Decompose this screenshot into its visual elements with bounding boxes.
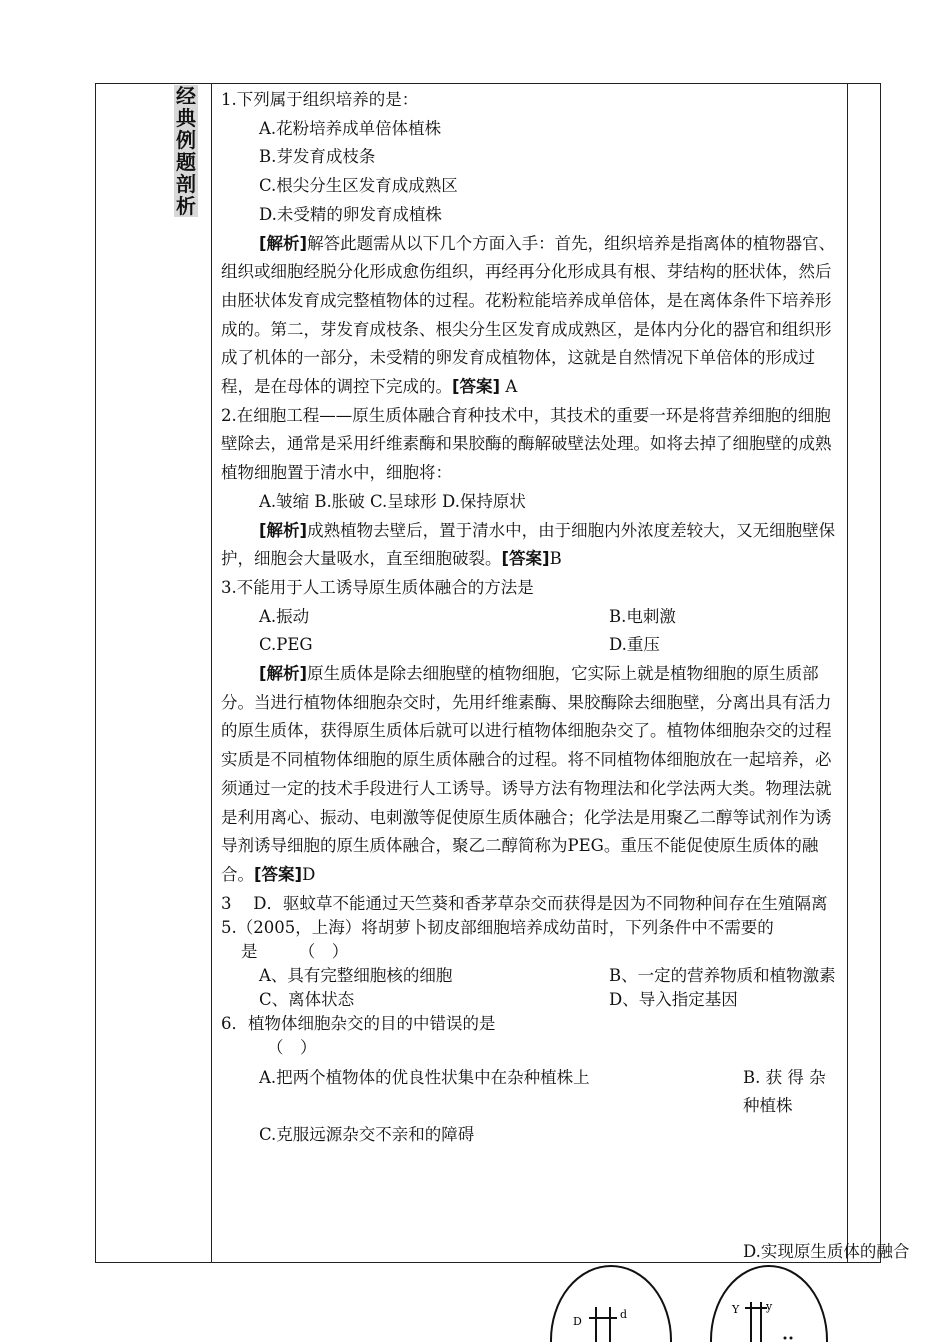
q2-stem: 2.在细胞工程——原生质体融合育种技术中，其技术的重要一环是将营养细胞的细胞壁除去，通常是采用纤维素酶和果胶酶的酶解破壁法处理。如将去掉了细胞壁的成熟植物细胞置于清水中，细胞将： [221, 405, 832, 483]
column-divider-right [847, 84, 848, 1262]
q3-stem: 3.不能用于人工诱导原生质体融合的方法是 [221, 577, 534, 597]
q1-answer-tag: [答案] [452, 377, 501, 397]
q5-options-row-2 [221, 988, 838, 1012]
allele-label-y: y [766, 1300, 773, 1313]
q1-analysis-tag: [解析] [259, 233, 308, 253]
q1-option-a: A.花粉培养成单倍体植株 [259, 118, 442, 138]
q6-stem: 6．植物体细胞杂交的目的中错误的是 [221, 1013, 496, 1033]
q4-statement: 3 D．驱蚊草不能通过天竺葵和香茅草杂交而获得是因为不同物种间存在生殖隔离 [221, 893, 828, 913]
q1-option-b: B.芽发育成枝条 [259, 147, 376, 167]
cell-diagram-2 [706, 1262, 836, 1342]
q2-answer: B [549, 549, 562, 569]
question-content [221, 86, 838, 1150]
q2-options: A.皱缩 B.胀破 C.呈球形 D.保持原状 [259, 491, 526, 511]
q2-answer-tag: [答案] [501, 549, 550, 569]
q6-option-d: D.实现原生质体的融合 [743, 1242, 910, 1261]
q2-analysis: 成熟植物去壁后，置于清水中，由于细胞内外浓度差较大，又无细胞壁保护，细胞会大量吸水，直至细胞破裂。 [221, 520, 836, 569]
cell-diagram-1 [548, 1262, 678, 1342]
q1-option-c: C.根尖分生区发育成成熟区 [259, 176, 458, 196]
allele-label-D: D [573, 1315, 582, 1328]
q1-answer: A [500, 377, 518, 397]
section-heading: 经 典 例 题 剖 析 [176, 84, 196, 218]
column-divider-left [211, 84, 212, 1262]
q6-bracket: （ ） [267, 1037, 317, 1057]
q5-options-row-1 [221, 964, 838, 988]
q1-option-d: D.未受精的卵发育成植株 [259, 204, 442, 224]
q3-answer-tag: [答案] [254, 864, 303, 884]
q3-options-row-2 [221, 631, 838, 660]
q3-option-c: C.PEG [259, 635, 313, 655]
q3-answer: D [302, 864, 316, 884]
q5-option-b: B、一定的营养物质和植物激素 [609, 965, 836, 985]
q6-option-c: C.克服远源杂交不亲和的障碍 [259, 1125, 475, 1145]
q3-analysis: 原生质体是除去细胞壁的植物细胞，它实际上就是植物细胞的原生质部分。当进行植物体细胞杂交时，先用纤维素酶、果胶酶除去细胞壁，分离出具有活力的原生质体，获得原生质体后就可以进行植物体细胞杂交了。植物体细胞杂交的过程实质是不同植物体细胞的原生质体融合的过程。将不同植物体细胞放在一起培养，必须通过一定的技术手段进行人工诱导。诱导方法有物理法和化学法两大类。物理法就是利用离心、振动、电刺激等促使原生质体融合；化学法是用聚乙二醇等试剂作为诱导剂诱导细胞的原生质体融合，聚乙二醇简称为PEG。重压不能促使原生质体的融合。 [221, 664, 832, 884]
allele-label-Y: Y [732, 1303, 740, 1316]
q3-options-row-1 [221, 603, 838, 632]
q5-stem-bracket: 是 （ ） [241, 941, 349, 961]
q3-analysis-paragraph [221, 660, 838, 890]
q3-analysis-tag: [解析] [259, 664, 308, 684]
q5-stem: 5.（2005，上海）将胡萝卜韧皮部细胞培养成幼苗时，下列条件中不需要的 [221, 917, 774, 937]
q5-option-d: D、导入指定基因 [609, 989, 738, 1009]
q2-analysis-paragraph [221, 517, 838, 574]
q5-option-c: C、离体状态 [259, 989, 355, 1009]
allele-label-d: d [620, 1308, 628, 1321]
q1-analysis: 解答此题需从以下几个方面入手：首先，组织培养是指离体的植物器官、组织或细胞经脱分化形成愈伤组织，再经再分化形成具有根、芽结构的胚状体，然后由胚状体发育成完整植物体的过程。花粉粒能培养成单倍体，是在离体条件下培养形成的。第二，芽发育成枝条、根尖分生区发育成成熟区，是体内分化的器官和组织形成了机体的一部分，未受精的卵发育成植物体，这就是自然情况下单倍体的形成过程，是在母体的调控下完成的。 [221, 233, 836, 397]
q3-option-a: A.振动 [259, 606, 310, 626]
q1-analysis-paragraph [221, 230, 838, 402]
q2-analysis-tag: [解析] [259, 520, 308, 540]
q6-option-b: B. 获 得 杂种植株 [743, 1067, 826, 1116]
q6-option-a: A.把两个植物体的优良性状集中在杂种植株上 [259, 1067, 590, 1087]
q3-option-b: B.电刺激 [609, 606, 676, 626]
q5-option-a: A、具有完整细胞核的细胞 [259, 965, 453, 985]
q1-stem: 1.下列属于组织培养的是： [221, 90, 419, 109]
q3-option-d: D.重压 [609, 635, 660, 655]
